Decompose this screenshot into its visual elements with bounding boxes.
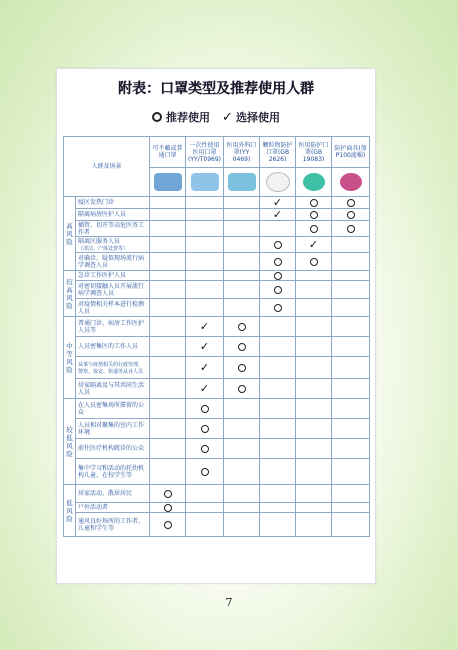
row-label — [76, 337, 150, 357]
mark-cell — [186, 439, 224, 459]
mark-cell — [260, 209, 296, 221]
circle-icon — [164, 521, 172, 529]
mark-cell — [150, 337, 186, 357]
table-row — [64, 503, 370, 513]
mark-cell — [332, 209, 370, 221]
mark-cell — [332, 379, 370, 399]
mark-cell — [224, 281, 260, 299]
check-icon: ✓ — [199, 382, 210, 395]
circle-icon — [347, 211, 355, 219]
row-label-text: 户外活动者 — [78, 504, 109, 511]
row-label-text: 插管、切开等高危医务工作者 — [78, 221, 145, 236]
mark-cell — [150, 299, 186, 317]
mark-cell — [296, 197, 332, 209]
table-row — [64, 253, 370, 271]
mask-image-cell — [260, 168, 296, 197]
mark-cell — [332, 503, 370, 513]
circle-icon — [238, 323, 246, 331]
mark-cell — [260, 271, 296, 281]
circle-icon — [201, 445, 209, 453]
mark-cell — [186, 197, 224, 209]
legend-recommended: 推荐使用 — [166, 111, 211, 124]
mark-cell — [224, 439, 260, 459]
mask-image-cell — [296, 168, 332, 197]
row-label-text: 在人员密集场所滞留的公众 — [78, 401, 145, 416]
table-row — [64, 271, 370, 281]
row-label-note: （清洁、尸体处置等） — [78, 245, 129, 252]
table-row — [64, 513, 370, 537]
row-label-text: 人员相对聚集的室内工作环境 — [78, 421, 145, 436]
mark-cell — [296, 379, 332, 399]
table-row — [64, 439, 370, 459]
mark-cell — [224, 299, 260, 317]
mark-cell — [296, 281, 332, 299]
row-label-text: 集中学习和活动的托幼机构儿童、在校学生等 — [78, 464, 145, 479]
check-icon: ✓ — [199, 320, 210, 333]
mark-cell — [260, 399, 296, 419]
mark-cell — [224, 197, 260, 209]
mark-cell — [332, 221, 370, 237]
mark-cell — [186, 271, 224, 281]
mark-cell — [224, 513, 260, 537]
mark-cell — [260, 503, 296, 513]
check-icon: ✓ — [308, 238, 319, 251]
mark-cell — [332, 357, 370, 379]
table-row — [64, 209, 370, 221]
mark-cell — [224, 317, 260, 337]
circle-icon — [164, 504, 172, 512]
mark-cell — [186, 513, 224, 537]
mark-cell — [186, 281, 224, 299]
circle-icon — [201, 405, 209, 413]
circle-icon — [201, 468, 209, 476]
mark-cell — [150, 209, 186, 221]
mark-cell — [186, 337, 224, 357]
mark-cell — [150, 253, 186, 271]
mark-cell — [332, 317, 370, 337]
row-label — [76, 459, 150, 485]
mask-image-cell — [186, 168, 224, 197]
circle-icon — [238, 343, 246, 351]
row-label — [76, 271, 150, 281]
row-label — [76, 513, 150, 537]
row-label — [76, 299, 150, 317]
mark-cell — [332, 513, 370, 537]
mark-cell — [296, 237, 332, 253]
mark-cell — [186, 419, 224, 439]
mark-cell — [150, 459, 186, 485]
mark-cell — [150, 197, 186, 209]
circle-icon — [201, 425, 209, 433]
row-label — [76, 253, 150, 271]
circle-icon — [238, 385, 246, 393]
legend — [57, 109, 375, 125]
mark-cell — [224, 253, 260, 271]
mark-cell — [186, 299, 224, 317]
mark-cell — [186, 485, 224, 503]
check-icon: ✓ — [199, 361, 210, 374]
row-label — [76, 317, 150, 337]
mark-cell — [224, 399, 260, 419]
mark-cell — [224, 379, 260, 399]
mark-cell — [296, 399, 332, 419]
mark-cell — [186, 399, 224, 419]
risk-group-label: 较低风险 — [64, 399, 76, 485]
mark-cell — [150, 317, 186, 337]
mark-cell — [260, 419, 296, 439]
mark-cell — [224, 459, 260, 485]
mark-cell — [260, 513, 296, 537]
mark-cell — [224, 485, 260, 503]
mark-cell — [296, 209, 332, 221]
column-header: 可不戴或普通口罩 — [150, 137, 186, 168]
mark-cell — [186, 209, 224, 221]
row-label-text: 人员密集区的工作人员 — [78, 343, 139, 350]
row-label-text: 居家活动、散居居民 — [78, 490, 133, 497]
mark-cell — [186, 317, 224, 337]
row-label — [76, 419, 150, 439]
mark-cell — [150, 357, 186, 379]
mark-cell — [224, 503, 260, 513]
page-number: 7 — [225, 596, 233, 609]
mark-cell — [150, 281, 186, 299]
column-header: 医用外科口罩(YY 0469) — [224, 137, 260, 168]
mark-cell — [260, 299, 296, 317]
gas-mask-icon — [340, 173, 362, 191]
row-label — [76, 439, 150, 459]
circle-icon — [347, 225, 355, 233]
table-row — [64, 237, 370, 253]
table-row — [64, 485, 370, 503]
cloth-mask-icon — [154, 173, 182, 191]
table-row — [64, 281, 370, 299]
mark-cell — [224, 357, 260, 379]
table-row — [64, 221, 370, 237]
mark-cell — [296, 221, 332, 237]
mark-cell — [332, 485, 370, 503]
mark-cell — [332, 281, 370, 299]
table-row — [64, 399, 370, 419]
mark-cell — [296, 439, 332, 459]
particulate-respirator-icon — [266, 172, 290, 192]
mark-cell — [332, 439, 370, 459]
row-label-text: 隔离区服务人员 — [78, 237, 121, 245]
circle-icon — [274, 304, 282, 312]
mark-cell — [296, 299, 332, 317]
row-label-text: 前往医疗机构就诊的公众 — [78, 445, 145, 452]
circle-icon — [152, 112, 162, 122]
row-label-text: 对密切接触人员开展流行病学调查人员 — [78, 282, 145, 297]
row-label-text: 从事与疫情相关的行政管理、警察、保安、快递等从业人员 — [78, 361, 144, 375]
mark-cell — [224, 419, 260, 439]
check-icon: ✓ — [272, 196, 283, 209]
table-row — [64, 337, 370, 357]
surgical-mask-icon — [228, 173, 256, 191]
circle-icon — [274, 272, 282, 280]
row-label — [76, 197, 150, 209]
row-label-text: 普通门诊、病房工作医护人员等 — [78, 319, 145, 334]
mark-cell — [260, 459, 296, 485]
circle-icon — [310, 258, 318, 266]
circle-icon — [347, 199, 355, 207]
row-label — [76, 357, 150, 379]
mark-cell — [224, 237, 260, 253]
row-label — [76, 503, 150, 513]
circle-icon — [274, 286, 282, 294]
mark-cell — [186, 459, 224, 485]
mark-cell — [260, 337, 296, 357]
row-label-text: 对确诊、疑似现场流行病学调查人员 — [78, 254, 145, 269]
table-body — [64, 197, 370, 537]
mark-cell — [260, 221, 296, 237]
row-label — [76, 281, 150, 299]
mark-cell — [224, 221, 260, 237]
mark-cell — [296, 253, 332, 271]
mark-cell — [150, 439, 186, 459]
mark-cell — [296, 337, 332, 357]
risk-group-label: 低风险 — [64, 485, 76, 537]
mark-cell — [332, 197, 370, 209]
table-row — [64, 379, 370, 399]
mark-cell — [150, 399, 186, 419]
circle-icon — [238, 364, 246, 372]
mark-cell — [150, 237, 186, 253]
page-title: 附表：口罩类型及推荐使用人群 — [118, 81, 314, 97]
row-label-text: 疫区发热门诊 — [78, 199, 115, 206]
mark-cell — [296, 271, 332, 281]
mark-cell — [150, 419, 186, 439]
column-header: 医用防护口罩(GB 19083) — [296, 137, 332, 168]
mark-cell — [224, 209, 260, 221]
mark-cell — [332, 299, 370, 317]
column-header: 一次性使用医用口罩(YY/T0969) — [186, 137, 224, 168]
mark-cell — [260, 357, 296, 379]
row-label-text: 急诊工作医护人员 — [78, 272, 127, 279]
circle-icon — [274, 258, 282, 266]
circle-icon — [310, 211, 318, 219]
row-label-text: 对疫情相关样本进行检测人员 — [78, 300, 145, 315]
mark-cell — [186, 237, 224, 253]
risk-group-label: 较高风险 — [64, 271, 76, 317]
mark-cell — [150, 271, 186, 281]
row-label — [76, 221, 150, 237]
row-label — [76, 379, 150, 399]
table-row — [64, 317, 370, 337]
mark-cell — [296, 317, 332, 337]
mask-image-cell — [150, 168, 186, 197]
circle-icon — [310, 225, 318, 233]
mark-cell — [296, 513, 332, 537]
mask-recommendation-table — [63, 136, 370, 537]
row-label — [76, 485, 150, 503]
circle-icon — [310, 199, 318, 207]
mark-cell — [224, 337, 260, 357]
circle-icon — [164, 490, 172, 498]
mark-cell — [260, 237, 296, 253]
table-row — [64, 459, 370, 485]
mark-cell — [150, 485, 186, 503]
row-label-text: 居家隔离及与其共同生活人员 — [78, 381, 145, 396]
mark-cell — [296, 419, 332, 439]
mark-cell — [260, 197, 296, 209]
mask-guide-card — [56, 68, 376, 584]
mark-cell — [260, 317, 296, 337]
mark-cell — [332, 419, 370, 439]
mark-cell — [332, 253, 370, 271]
mark-cell — [186, 221, 224, 237]
mark-cell — [332, 271, 370, 281]
check-icon: ✓ — [222, 109, 233, 125]
table-row — [64, 419, 370, 439]
mask-image-cell — [224, 168, 260, 197]
risk-group-label: 中等风险 — [64, 317, 76, 399]
mark-cell — [260, 379, 296, 399]
mark-cell — [260, 439, 296, 459]
header-row — [64, 137, 370, 168]
mask-image-cell — [332, 168, 370, 197]
risk-group-label: 高风险 — [64, 197, 76, 271]
mark-cell — [260, 253, 296, 271]
row-label-text: 隔离病房医护人员 — [78, 211, 127, 218]
mark-cell — [332, 399, 370, 419]
circle-icon — [274, 241, 282, 249]
mark-cell — [186, 379, 224, 399]
mark-cell — [150, 221, 186, 237]
check-icon: ✓ — [272, 208, 283, 221]
mark-cell — [296, 485, 332, 503]
mark-cell — [224, 271, 260, 281]
table-row — [64, 299, 370, 317]
mark-cell — [150, 379, 186, 399]
row-label-text: 通风良好场所的工作者、儿童和学生等 — [78, 517, 145, 532]
n95-respirator-icon — [303, 173, 325, 191]
column-header: 颗粒物防护口罩(GB 2626) — [260, 137, 296, 168]
mark-cell — [186, 357, 224, 379]
mark-cell — [150, 513, 186, 537]
row-label — [76, 237, 150, 253]
mark-cell — [332, 237, 370, 253]
table-row — [64, 357, 370, 379]
mark-cell — [296, 357, 332, 379]
mark-cell — [260, 281, 296, 299]
check-icon: ✓ — [199, 340, 210, 353]
mark-cell — [332, 459, 370, 485]
mark-cell — [260, 485, 296, 503]
mark-cell — [186, 503, 224, 513]
column-header: 防护面具(加P100滤棉) — [332, 137, 370, 168]
mark-cell — [296, 459, 332, 485]
mark-cell — [332, 337, 370, 357]
table-row — [64, 197, 370, 209]
mark-cell — [296, 503, 332, 513]
legend-optional: 选择使用 — [235, 111, 280, 124]
row-label — [76, 209, 150, 221]
mark-cell — [150, 503, 186, 513]
mark-cell — [186, 253, 224, 271]
disposable-mask-icon — [191, 173, 219, 191]
corner-header: 人群及场景 — [64, 137, 150, 197]
row-label — [76, 399, 150, 419]
